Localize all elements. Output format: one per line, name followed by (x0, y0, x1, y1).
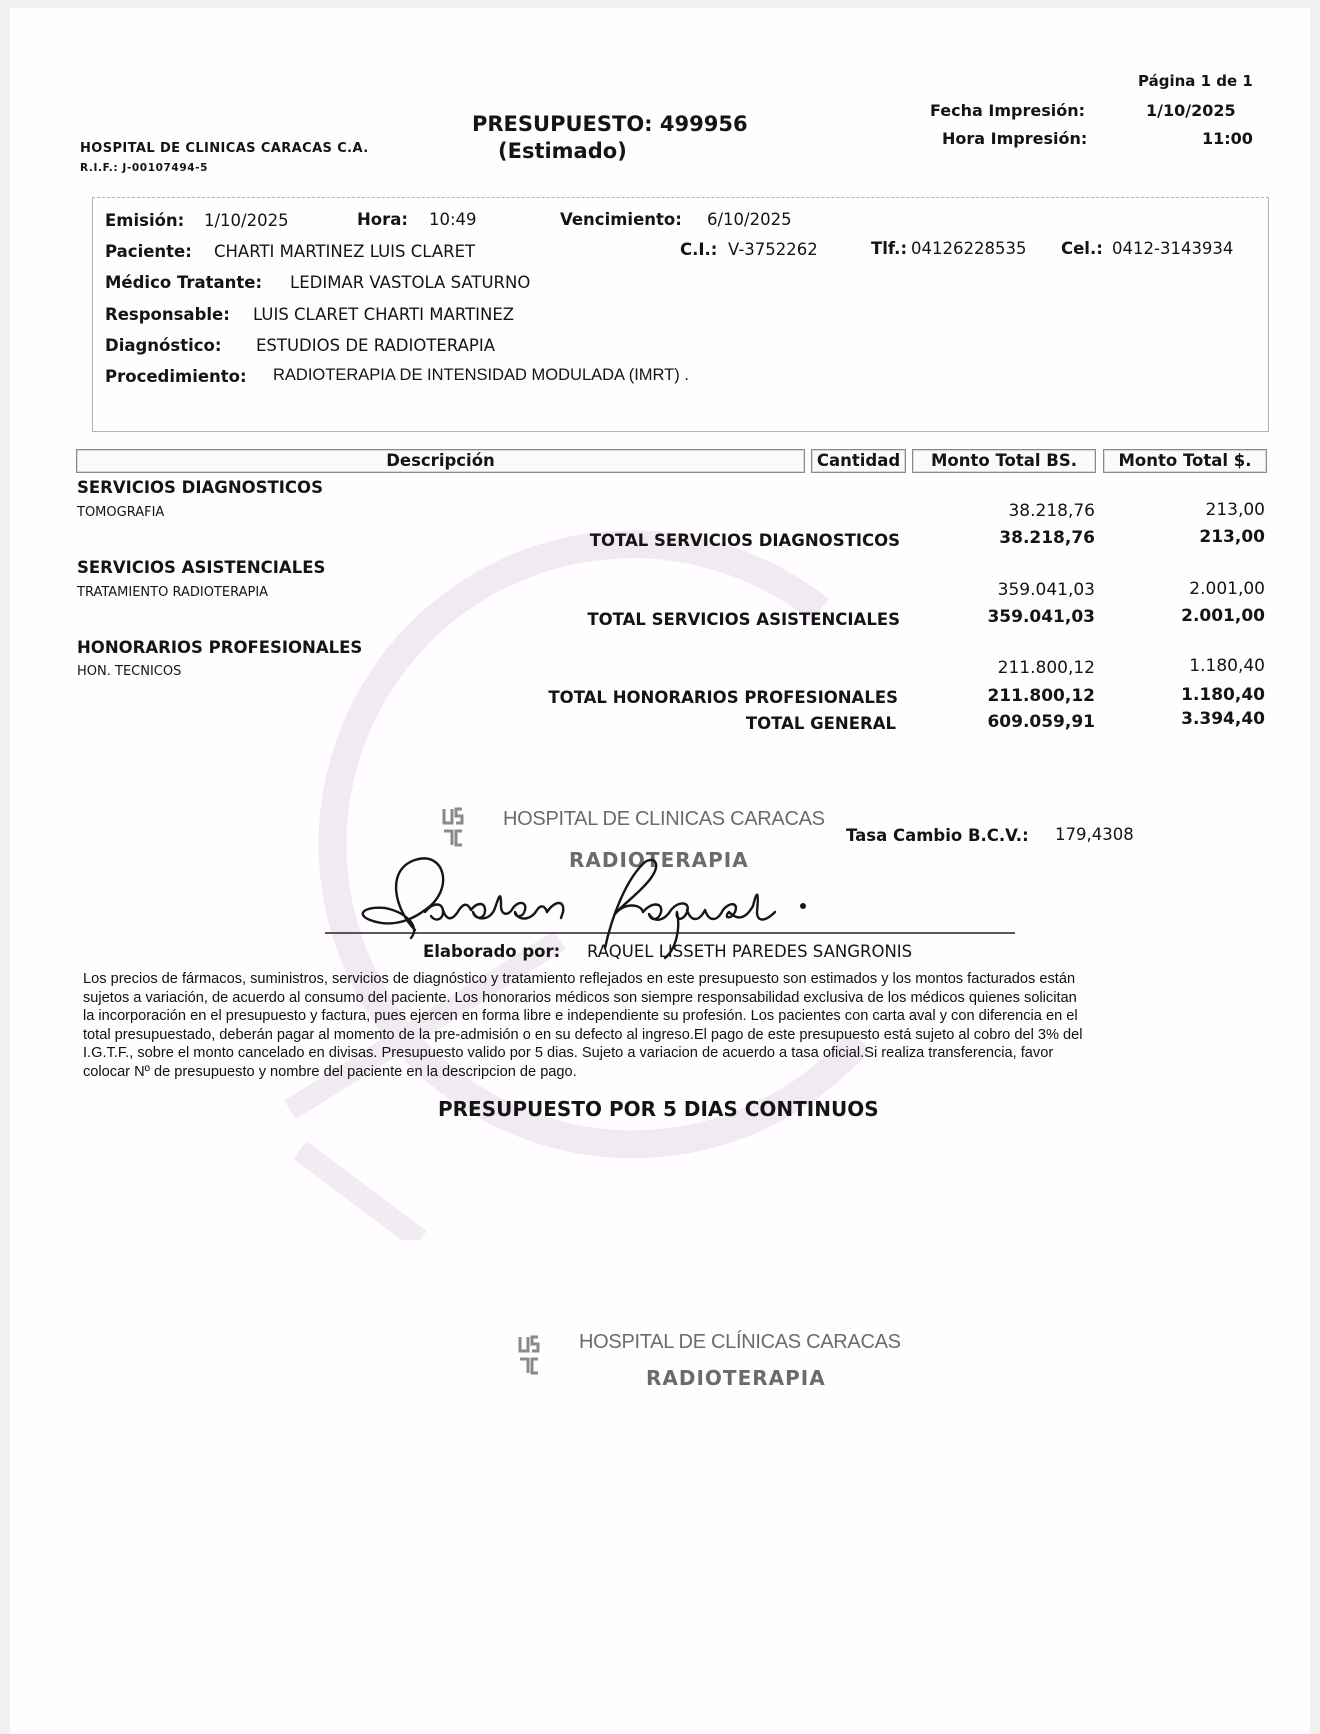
exchange-rate-label: Tasa Cambio B.C.V.: (846, 826, 1029, 845)
medico-value: LEDIMAR VASTOLA SATURNO (290, 273, 531, 292)
section-total-usd: 1.180,40 (1181, 685, 1265, 705)
disclaimer-line: colocar Nº de presupuesto y nombre del paciente en la descripcion de pago. (83, 1063, 577, 1080)
section-total-bs: 38.218,76 (999, 528, 1095, 548)
line-item-description: TRATAMIENTO RADIOTERAPIA (77, 585, 269, 600)
emision-label: Emisión: (105, 211, 185, 230)
section-total-usd: 2.001,00 (1181, 606, 1265, 626)
section-total-bs: 211.800,12 (987, 686, 1095, 706)
section-title: SERVICIOS ASISTENCIALES (77, 558, 326, 577)
disclaimer-line: la incorporación en el presupuesto y factura, pues ejercen en forma libre e independiente su profesión. Los pacientes con carta aval y con diferencia en el (83, 1008, 1078, 1025)
hospital-stamp-logo-icon (516, 1333, 560, 1377)
column-header-descripcion: Descripción (76, 449, 805, 473)
stamp-hospital-name: HOSPITAL DE CLINICAS CARACAS (503, 808, 825, 830)
section-total-usd: 213,00 (1199, 527, 1265, 547)
print-time-label: Hora Impresión: (942, 129, 1088, 148)
line-item-amount-bs: 359.041,03 (997, 580, 1095, 600)
hora-value: 10:49 (429, 210, 477, 229)
exchange-rate-value: 179,4308 (1055, 825, 1134, 844)
diagnostico-value: ESTUDIOS DE RADIOTERAPIA (256, 336, 496, 355)
line-item-amount-bs: 211.800,12 (997, 658, 1095, 678)
column-header-monto-bs: Monto Total BS. (912, 449, 1096, 473)
line-item-amount-usd: 2.001,00 (1189, 579, 1265, 599)
grand-total-label: TOTAL GENERAL (745, 714, 896, 733)
grand-total-usd: 3.394,40 (1181, 709, 1265, 729)
hora-label: Hora: (357, 210, 409, 229)
column-header-cantidad: Cantidad (811, 449, 906, 473)
budget-subtitle: (Estimado) (498, 139, 627, 163)
hospital-name: HOSPITAL DE CLINICAS CARACAS C.A. (80, 141, 369, 156)
line-item-description: TOMOGRAFIA (77, 505, 165, 520)
diagnostico-label: Diagnóstico: (105, 336, 222, 355)
procedimiento-value: RADIOTERAPIA DE INTENSIDAD MODULADA (IMRT) . (273, 366, 689, 384)
vencimiento-value: 6/10/2025 (707, 210, 792, 229)
ci-label: C.I.: (680, 240, 718, 259)
line-item-amount-usd: 1.180,40 (1189, 656, 1265, 676)
section-total-label: TOTAL SERVICIOS DIAGNOSTICOS (589, 531, 900, 550)
cel-label: Cel.: (1061, 239, 1103, 258)
print-date: 1/10/2025 (1146, 101, 1236, 120)
disclaimer-line: total presupuestado, deberán pagar al momento de la pre-admisión o en su defecto al ingreso.El pago de este presupuesto está sujeto al cobro del 3% del (83, 1026, 1083, 1043)
emision-value: 1/10/2025 (204, 211, 289, 230)
tlf-value: 04126228535 (911, 239, 1027, 258)
line-item-amount-usd: 213,00 (1205, 500, 1265, 520)
budget-title: PRESUPUESTO: 499956 (472, 112, 748, 136)
disclaimer-line: Los precios de fármacos, suministros, servicios de diagnóstico y tratamiento reflejados en este presupuesto son estimados y los montos facturados están (83, 971, 1076, 987)
section-title: SERVICIOS DIAGNOSTICOS (77, 478, 323, 497)
medico-label: Médico Tratante: (105, 273, 263, 292)
section-total-bs: 359.041,03 (987, 607, 1095, 627)
print-date-label: Fecha Impresión: (930, 101, 1085, 120)
validity-note: PRESUPUESTO POR 5 DIAS CONTINUOS (438, 1097, 879, 1121)
section-total-label: TOTAL HONORARIOS PROFESIONALES (548, 688, 898, 707)
paciente-value: CHARTI MARTINEZ LUIS CLARET (214, 242, 476, 261)
paciente-label: Paciente: (105, 242, 192, 261)
stamp-hospital-name: HOSPITAL DE CLÍNICAS CARACAS (579, 1331, 901, 1353)
print-time: 11:00 (1202, 129, 1253, 148)
vencimiento-label: Vencimiento: (560, 210, 682, 229)
stamp-department: RADIOTERAPIA (569, 848, 749, 872)
procedimiento-label: Procedimiento: (105, 367, 247, 386)
hospital-rif: R.I.F.: J-00107494-5 (80, 162, 209, 174)
elaborado-value: RAQUEL LISSETH PAREDES SANGRONIS (587, 942, 913, 961)
grand-total-bs: 609.059,91 (987, 712, 1095, 732)
page-number: Página 1 de 1 (1138, 72, 1253, 90)
tlf-label: Tlf.: (871, 239, 908, 258)
hospital-stamp-logo-icon (440, 805, 484, 849)
section-title: HONORARIOS PROFESIONALES (77, 638, 363, 657)
disclaimer-text (83, 970, 1263, 1082)
cel-value: 0412-3143934 (1112, 239, 1234, 258)
ci-value: V-3752262 (728, 240, 818, 259)
column-header-monto-usd: Monto Total $. (1103, 449, 1267, 473)
responsable-value: LUIS CLARET CHARTI MARTINEZ (253, 305, 515, 324)
responsable-label: Responsable: (105, 305, 230, 324)
line-item-amount-bs: 38.218,76 (1008, 501, 1095, 521)
stamp-department: RADIOTERAPIA (646, 1366, 826, 1390)
section-total-label: TOTAL SERVICIOS ASISTENCIALES (587, 610, 900, 629)
elaborado-label: Elaborado por: (423, 942, 561, 961)
line-item-description: HON. TECNICOS (77, 664, 182, 679)
disclaimer-line: I.G.T.F., sobre el monto cancelado en divisas. Presupuesto valido por 5 dias. Sujeto a variacion de acuerdo a tasa oficial.Si realiza transferencia, favor (83, 1045, 1054, 1062)
disclaimer-line: sujetos a variación, de acuerdo al consumo del paciente. Los honorarios médicos son siempre responsabilidad exclusiva de los médicos quienes solicitan (83, 989, 1077, 1006)
